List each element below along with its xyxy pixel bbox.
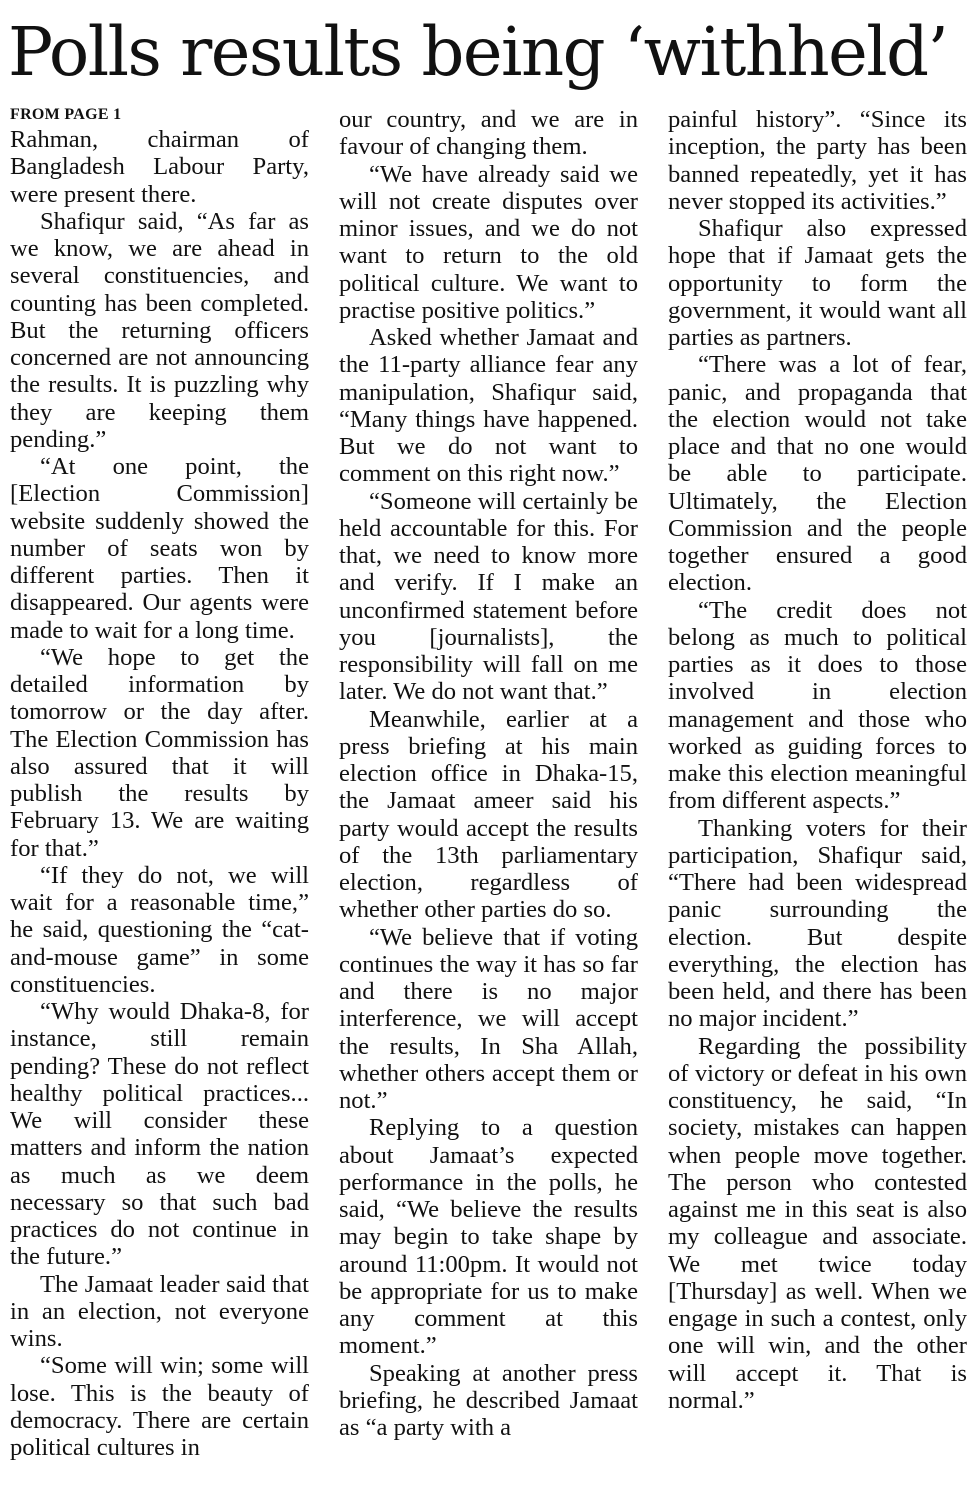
paragraph: Meanwhile, earlier at a press briefing at his main election office in Dhaka-15, the Jamaat ameer said his party would accept the results of the 13th parliamentary election, regardless of whether other parties do so.: [339, 705, 638, 924]
paragraph: “At one point, the [Election Commission] website suddenly showed the number of seats won by different parties. Then it disappeared. Our agents were made to wait for a long time.: [10, 453, 309, 644]
paragraph: “Some will win; some will lose. This is the beauty of democracy. There are certain political cultures in: [10, 1352, 309, 1461]
paragraph: “There was a lot of fear, panic, and propaganda that the election would not take place and that no one would be able to participate. Ultimately, the Election Commission and the people together ensured a good election.: [668, 351, 967, 597]
paragraph: Replying to a question about Jamaat’s expected performance in the polls, he said, “We believe the results may begin to take shape by around 11:00pm. It would not be appropriate for us to make any comment at this moment.”: [339, 1114, 638, 1360]
paragraph: “We hope to get the detailed information by tomorrow or the day after. The Election Commission has also assured that it will publish the results by February 13. We are waiting for that.”: [10, 643, 309, 862]
paragraph: Rahman, chairman of Bangladesh Labour Party, were present there.: [10, 126, 309, 208]
article-column-3: [668, 106, 967, 1414]
paragraph: Shafiqur said, “As far as we know, we are ahead in several constituencies, and counting has been completed. But the returning officers concerned are not announcing the results. It is puzzling why they are keeping them pending.”: [10, 207, 309, 453]
continuation-kicker: FROM PAGE 1: [10, 106, 122, 123]
paragraph: Regarding the possibility of victory or defeat in his own constituency, he said, “In society, mistakes can happen when people move together. The person who contested against me in this seat is also my colleague and associate. We met twice today [Thursday] as well. When we engage in such a contest, only one will win, and the other will accept it. That is normal.”: [668, 1032, 967, 1414]
paragraph: Shafiqur also expressed hope that if Jamaat gets the opportunity to form the government, it would want all parties as partners.: [668, 215, 967, 351]
paragraph: painful history”. “Since its inception, the party has been banned repeatedly, yet it has never stopped its activities.”: [668, 106, 967, 215]
paragraph: “If they do not, we will wait for a reasonable time,” he said, questioning the “cat-and-mouse game” in some constituencies.: [10, 861, 309, 998]
paragraph: Thanking voters for their participation, Shafiqur said, “There had been widespread panic surrounding the election. But despite everything, the election has been held, and there has been no major incident.”: [668, 814, 967, 1033]
paragraph: “Why would Dhaka-8, for instance, still remain pending? These do not reflect healthy political practices... We will consider these matters and inform the nation as much as we deem necessary so that such bad practices do not continue in the future.”: [10, 998, 309, 1271]
headline: Polls results being ‘withheld’: [8, 13, 948, 91]
paragraph: our country, and we are in favour of changing them.: [339, 106, 638, 161]
paragraph: Asked whether Jamaat and the 11-party alliance fear any manipulation, Shafiqur said, “Many things have happened. But we do not want to comment on this right now.”: [339, 324, 638, 488]
paragraph: “We believe that if voting continues the way it has so far and there is no major interference, we will accept the results, In Sha Allah, whether others accept them or not.”: [339, 923, 638, 1114]
paragraph: The Jamaat leader said that in an election, not everyone wins.: [10, 1270, 309, 1352]
paragraph: “Someone will certainly be held accountable for this. For that, we need to know more and verify. If I make an unconfirmed statement before you [journalists], the responsibility will fall on me later. We do not want that.”: [339, 487, 638, 706]
article-column-2: [339, 106, 638, 1441]
paragraph: “We have already said we will not create disputes over minor issues, and we do not want to return to the old political culture. We want to practise positive politics.”: [339, 160, 638, 324]
paragraph: “The credit does not belong as much to political parties as it does to those involved in election management and those who worked as guiding forces to make this election meaningful from different aspects.”: [668, 596, 967, 815]
article-column-1: [10, 106, 309, 1461]
paragraph: Speaking at another press briefing, he described Jamaat as “a party with a: [339, 1359, 638, 1441]
